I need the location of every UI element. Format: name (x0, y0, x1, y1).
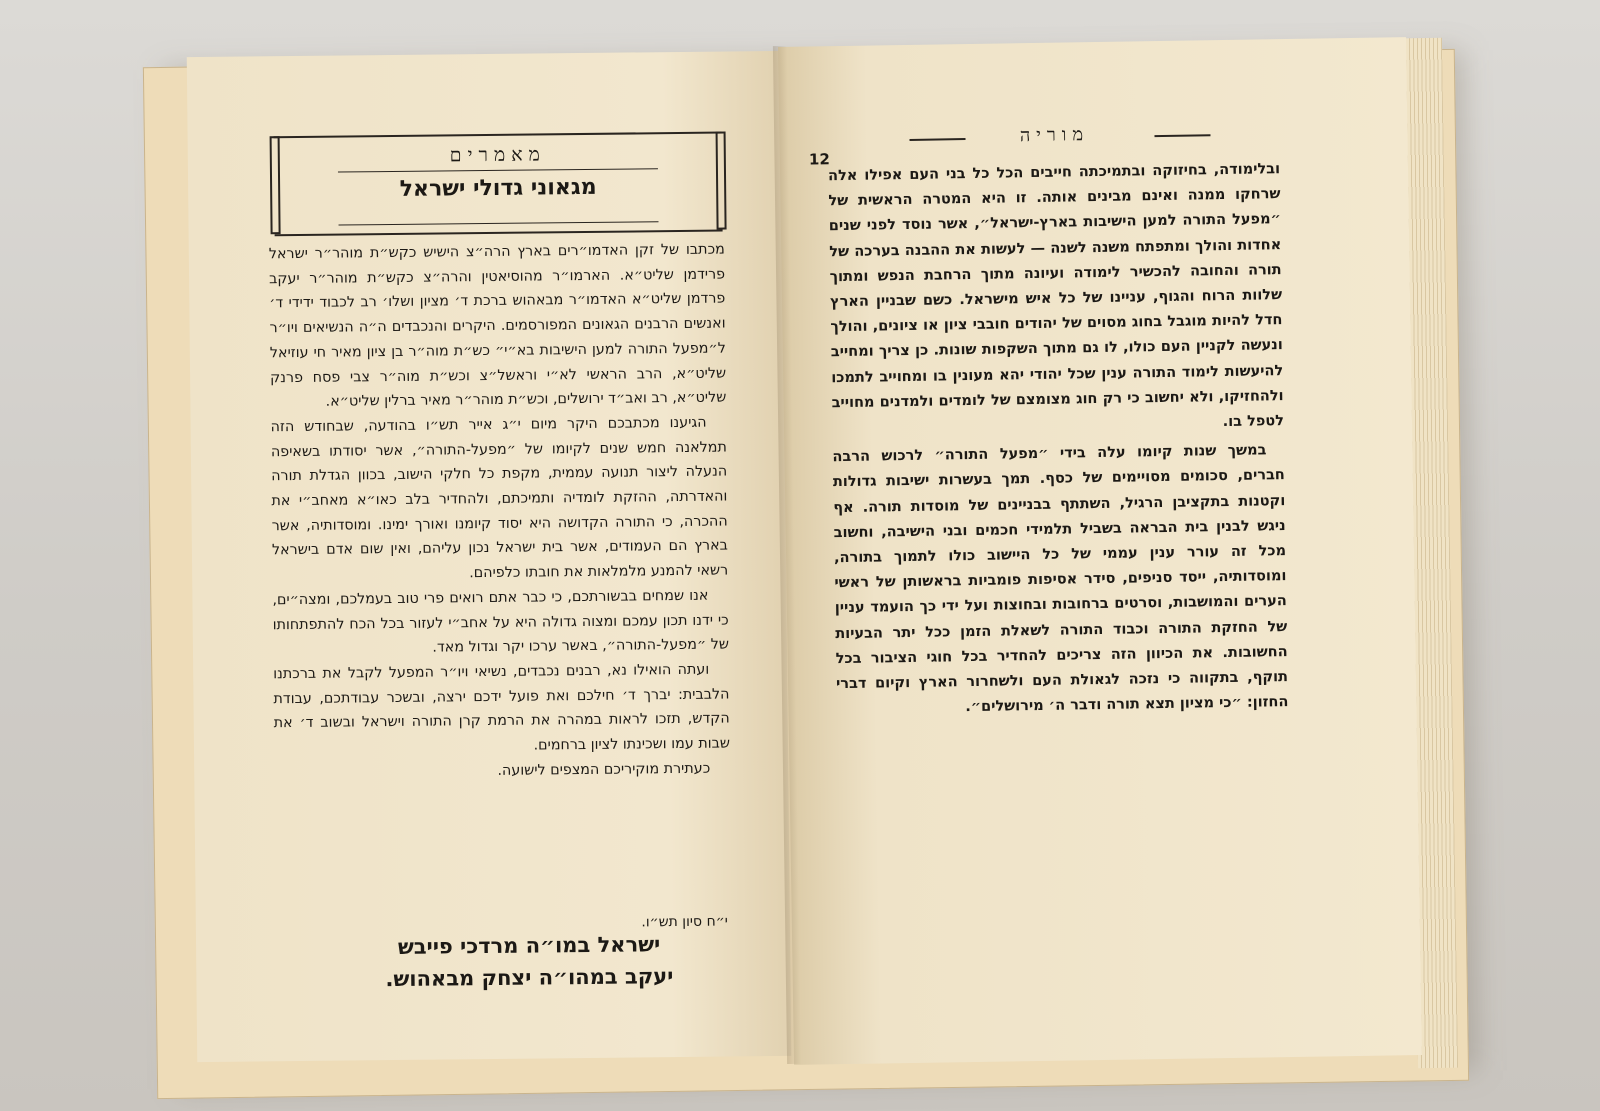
letter-date: י״ח סיון תש״ו. (641, 913, 728, 931)
letter-paragraph: מכתבו של זקן האדמו״רים בארץ הרה״צ הישיש כקש״ת מוהר״ר ישראל פרידמן שליט״א. הארמו״ר מהוסיאטין והרה״צ כקש״ת מוהר״ר יעקב פרדמן שליט״א האדמו״ר מבאהוש ברכת ד׳ מציון ושלו׳ רב לכבוד ידידי ד׳ ואנשים הרבנים הגאונים המפורסמים. היקרים והנכבדים ה״ה הנשיאים ויו״ר ל״מפעל התורה למען הישיבות בא״י״ כש״ת מוה״ר בן ציון מאיר חי עוזיאל שליט״א, הרב הראשי לא״י וראשל״צ וכש״ת מוה״ר צבי פסח פרנק שליט״א, רב ואב״ד ירושלים, וכש״ת מוהר״ר מאיר ברלין שליט״א. (268, 241, 727, 410)
running-header: מוריה (1019, 124, 1090, 147)
header-rule (1154, 134, 1210, 137)
letter-paragraph: כעתירת מוקיריכם המצפים לישועה. (497, 760, 711, 779)
article-paragraph: ובלימודה, בחיזוקה ובתמיכתה חייבים הכל כל בני העם אפילו אלה שרחקו ממנה ואינם מבינים אותה. זו היא המטרה הראשית של ״מפעל התורה למען הישיבות בארץ-ישראל״, אשר נוסד לפני שנים אחדות והולך ומתפתח משנה לשנה — לעשות את ההבנה בערכה של תורה והחובה להכשיר לימודה ועיונה מתוך הרחבת הנפש ומתוך שלוות הרוח והגוף, עניינו של כל איש מישראל. כשם שבניין הארץ חדל להיות מוגבל בחוג מסוים של יהודים חובבי ציון או ציונים, והולך ונעשה לקניין העם כולו, לו גם מתוך השקפות שונות. כן צריך ומחייב להיעשות לימוד התורה ענין שכל יהודי יהא מעונין בו ומחוייב לתמכו ולהחזיקו, ולא יחשוב כי רק חוג מצומצם של לומדים ולמדנים מחוייב לטפל בו. (827, 161, 1285, 431)
right-page (778, 37, 1422, 1065)
article-body (828, 157, 1289, 722)
title-rule-bottom (339, 221, 659, 225)
article-title-frame (274, 132, 723, 237)
page-number: 12 (808, 150, 830, 169)
signature-line: ישראל במו״ה מרדכי פייבש (397, 932, 661, 959)
letter-paragraph: אנו שמחים בבשורתכם, כי כבר אתם רואים פרי טוב בעמלכם, ומצה״ים, כי ידנו תכון עמכם ומצוה גדולה היא על אחב״י לעזור בכל הכח להתפתחותו של ״מפעל-התורה״, באשר ערכו יקר וגדול מאד. (272, 587, 730, 656)
article-paragraph: במשך שנות קיומו עלה בידי ״מפעל התורה״ לרכוש הרבה חברים, סכומים מסויימים של כסף. תמך בעשרות ישיבות גדולות וקטנות בתקציבן הרגיל, השתתף בבניינים של מוסדות תורה. אף ניגש לבנין בית הבראה בשביל תלמידי חכמים ובני הישיבה, וחשוב מכל זה עורר ענין עממי של כל היישוב כולו לתמוך בתורה, ומוסדותיה, ייסד סניפים, סידר אסיפות פומביות בראשותן של ראשי הערים והמושבות, וסרטים ברחובות ובחוצות ועל ידי כך הועמד עניין של החזקת התורה וכבוד התורה לשאלת הזמן ככל יתר הבעיות החשובות. את הכיוון הזה צריכים להחדיר בכל חוגי הציבור בכל תוקף, בתקווה כי נזכה לגאולת העם ולשחרור הארץ וקיום דברי החזון: ״כי מציון תצא תורה ודבר ה׳ מירושלים״. (832, 442, 1289, 716)
article-title: מגאוני גדולי ישראל (399, 174, 597, 202)
section-label: מאמרים (449, 143, 546, 167)
letter-paragraph: הגיענו מכתבכם היקר מיום י״ג אייר תש״ו בהודעה, שבחודש הזה תמלאנה חמש שנים לקיומו של ״מפעל-התורה״, אשר יסודתו בשאיפה הנעלה ליצור תנועה עממית, מקפת כל חלקי הישוב, בכוון הגדלת תורה והאדרתה, ההזקת לומדיה ותמיכתם, ולהחדיר בלב כאו״א מאחב״י את ההכרה, כי התורה הקדושה היא יסוד קיומנו ואורך ימינו. ומוסדותיה, אשר בארץ הם העמודים, אשר בית ישראל נכון עליהם, ואין שום אדם בישראל רשאי להמנע מלמלאות את חובתו כלפיהם. (270, 414, 729, 582)
letter-body (269, 238, 731, 786)
letter-paragraph: ועתה הואילו נא, רבנים נכבדים, נשיאי ויו״ר המפעל לקבל את ברכתנו הלבבית: יברך ד׳ חילכם ואת פועל ידכם ירצה, ובשכר עבודתכם, עבודת הקדש, תזכו לראות במהרה את הרמת קרן התורה וישראל ובשוב ד׳ את שבות עמו ושכינתו לציון ברחמים. (273, 661, 731, 754)
signature-line: יעקב במהו״ה יצחק מבאהוש. (385, 964, 674, 992)
title-rule (338, 168, 658, 172)
left-page (187, 51, 791, 1062)
